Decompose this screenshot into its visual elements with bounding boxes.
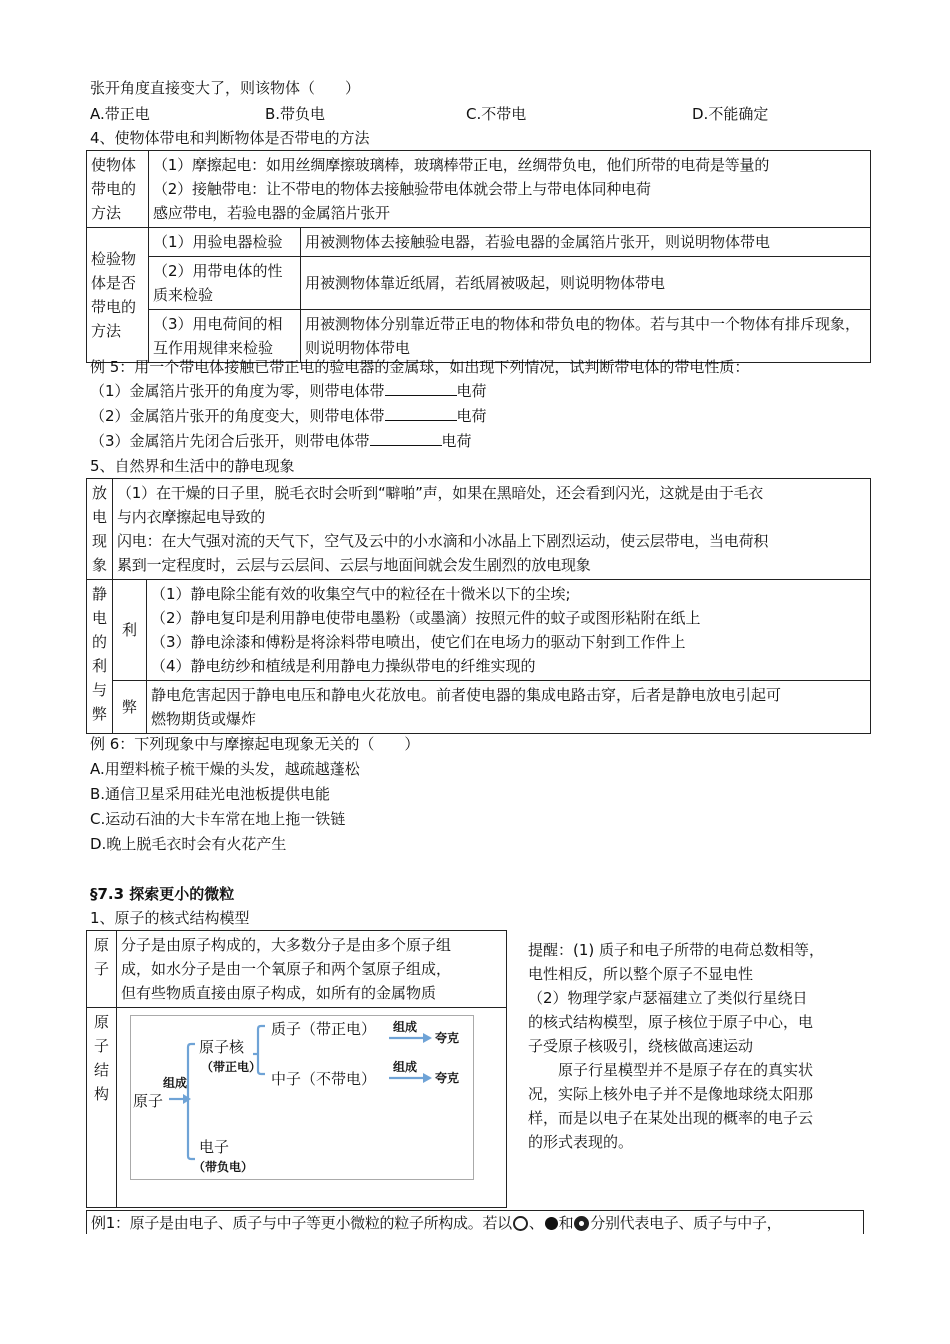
discharge-cell: （1）在干燥的日子里，脱毛衣时会听到“噼啪”声，如果在黑暗处，还会看到闪光，这就是由于毛衣 与内衣摩擦起电导致的 闪电：在大气强对流的天气下，空气及云中的小水滴和小冰晶上下剧烈运动，使云层带电，当电荷积 累到一定程度时，云层与云层间、云层与地面间就会发生剧烈的放电现象 xyxy=(113,479,871,580)
arrow-head-icon xyxy=(423,1073,432,1083)
label-electron-charge: （带负电） xyxy=(193,1160,254,1174)
detect-method-2: （2）用带电体的性质来检验 xyxy=(149,257,301,310)
example-6-stem: 例 6：下列现象中与摩擦起电现象无关的（ ） xyxy=(90,735,420,753)
example-5-stem: 例 5：用一个带电体接触已带正电的验电器的金属球，如出现下列情况，试判断带电体的带电性质： xyxy=(90,358,750,376)
option-a[interactable]: A.带正电 xyxy=(90,105,150,123)
subsection-1-title: 1、原子的核式结构模型 xyxy=(90,909,250,927)
table-row xyxy=(87,479,871,580)
table-row xyxy=(87,310,871,363)
table-row xyxy=(87,580,871,681)
tip-box: 提醒：(1) 质子和电子所带的电荷总数相等， 电性相反，所以整个原子不显电性 （2）物理学家卢瑟福建立了类似行星绕日 的核式结构模型，原子核位于原子中心，电 子受原子核吸引，绕核做高速运动 原子行星模型并不是原子存在的真实状 况，实际上核外电子并不是像地球绕太阳那 样，而是以电子在某处出现的概率的电子云 的形式表现的。 xyxy=(528,941,825,1151)
section-5-title: 5、自然界和生活中的静电现象 xyxy=(90,457,295,475)
label-nucleus-charge: （带正电） xyxy=(201,1060,262,1074)
example-5-item-1: （1）金属箔片张开的角度为零，则带电体带 电荷 xyxy=(90,382,487,400)
label-quark-2: 夸克 xyxy=(435,1071,460,1085)
bracket-atom xyxy=(188,1044,195,1159)
benefit-label: 利 xyxy=(113,580,147,681)
row-header-detect: 检验物 体是否 带电的 方法 xyxy=(87,228,149,363)
detect-desc-1: 用被测物体去接触验电器，若验电器的金属箔片张开，则说明物体带电 xyxy=(301,228,871,257)
atom-structure-diagram xyxy=(130,1015,474,1180)
proton-symbol-icon xyxy=(545,1217,558,1230)
example-6-option-a[interactable]: A.用塑料梳子梳干燥的头发，越疏越蓬松 xyxy=(90,760,360,778)
table-row xyxy=(87,257,871,310)
row-header-atom: 原 子 xyxy=(87,931,117,1008)
static-phenomena-table xyxy=(86,478,871,734)
example-5-item-3: （3）金属箔片先闭合后张开，则带电体带 电荷 xyxy=(90,432,472,450)
answer-blank-2[interactable] xyxy=(385,406,457,421)
option-c[interactable]: C.不带电 xyxy=(466,105,527,123)
section-4-title: 4、使物体带电和判断物体是否带电的方法 xyxy=(90,129,370,147)
neutron-symbol-icon xyxy=(574,1216,589,1231)
label-quark-1: 夸克 xyxy=(435,1031,460,1045)
example-6-option-d[interactable]: D.晚上脱毛衣时会有火花产生 xyxy=(90,835,287,853)
section-title: §7.3 探索更小的微粒 xyxy=(90,885,235,903)
detect-method-1: （1）用验电器检验 xyxy=(149,228,301,257)
example-1-box: 例1：原子是由电子、质子与中子等更小微粒的粒子所构成。若以 、 和 分别代表电子、质子与中子， xyxy=(86,1210,864,1234)
question-continuation: 张开角度直接变大了，则该物体（ ） xyxy=(90,79,361,97)
answer-blank-1[interactable] xyxy=(385,381,457,396)
table-row xyxy=(87,681,871,734)
label-atom: 原子 xyxy=(133,1092,164,1110)
detect-method-3: （3）用电荷间的相互作用规律来检验 xyxy=(149,310,301,363)
row-header-discharge: 放 电 现 象 xyxy=(87,479,113,580)
label-compose-proton: 组成 xyxy=(393,1020,418,1034)
atom-molecule-cell: 分子是由原子构成的，大多数分子是由多个原子组 成，如水分子是由一个氧原子和两个氢原子组成， 但有些物质直接由原子构成，如所有的金属物质 xyxy=(117,931,507,1008)
arrow-head-icon xyxy=(423,1033,432,1043)
row-header-charging: 使物体 带电的 方法 xyxy=(87,151,149,228)
charging-methods-cell: （1）摩擦起电：如用丝绸摩擦玻璃棒，玻璃棒带正电，丝绸带负电，他们所带的电荷是等量的 （2）接触带电：让不带电的物体去接触验带电体就会带上与带电体同种电荷 感应带电，若验电器的金属箔片张开 xyxy=(149,151,871,228)
benefit-cell: （1）静电除尘能有效的收集空气中的粒径在十微米以下的尘埃; （2）静电复印是利用静电使带电墨粉（或墨滴）按照元件的蚊子或图形粘附在纸上 （3）静电涂漆和傅粉是将涂料带电喷出，使它们在电场力的驱动下射到工作件上 （4）静电纺纱和植绒是利用静电力操纵带电的纤维实现的 xyxy=(147,580,871,681)
electron-symbol-icon xyxy=(513,1216,528,1231)
label-nucleus: 原子核 xyxy=(199,1038,245,1056)
example-6-option-c[interactable]: C.运动石油的大卡车常在地上拖一铁链 xyxy=(90,810,346,828)
option-d[interactable]: D.不能确定 xyxy=(692,105,769,123)
harm-label: 弊 xyxy=(113,681,147,734)
row-header-structure: 原 子 结 构 xyxy=(87,1008,117,1208)
label-compose-neutron: 组成 xyxy=(393,1060,418,1074)
detect-desc-3: 用被测物体分别靠近带正电的物体和带负电的物体。若与其中一个物体有排斥现象，则说明物体带电 xyxy=(301,310,871,363)
charging-methods-table xyxy=(86,150,871,363)
option-b[interactable]: B.带负电 xyxy=(265,105,326,123)
detect-desc-2: 用被测物体靠近纸屑，若纸屑被吸起，则说明物体带电 xyxy=(301,257,871,310)
example-6-option-b[interactable]: B.通信卫星采用硅光电池板提供电能 xyxy=(90,785,331,803)
diagram-lines xyxy=(131,1016,473,1179)
row-header-static: 静 电 的 利 与 弊 xyxy=(87,580,113,734)
question-options xyxy=(90,103,850,123)
answer-blank-3[interactable] xyxy=(370,431,442,446)
table-row xyxy=(87,228,871,257)
label-proton: 质子（带正电） xyxy=(271,1020,377,1038)
label-electron: 电子 xyxy=(199,1138,230,1156)
table-row xyxy=(87,931,507,1008)
example-5-item-2: （2）金属箔片张开的角度变大，则带电体带 电荷 xyxy=(90,407,487,425)
table-row xyxy=(87,151,871,228)
label-compose: 组成 xyxy=(163,1076,188,1090)
label-neutron: 中子（不带电） xyxy=(271,1070,377,1088)
harm-cell: 静电危害起因于静电电压和静电火花放电。前者使电器的集成电路击穿，后者是静电放电引起可 燃物期货或爆炸 xyxy=(147,681,871,734)
